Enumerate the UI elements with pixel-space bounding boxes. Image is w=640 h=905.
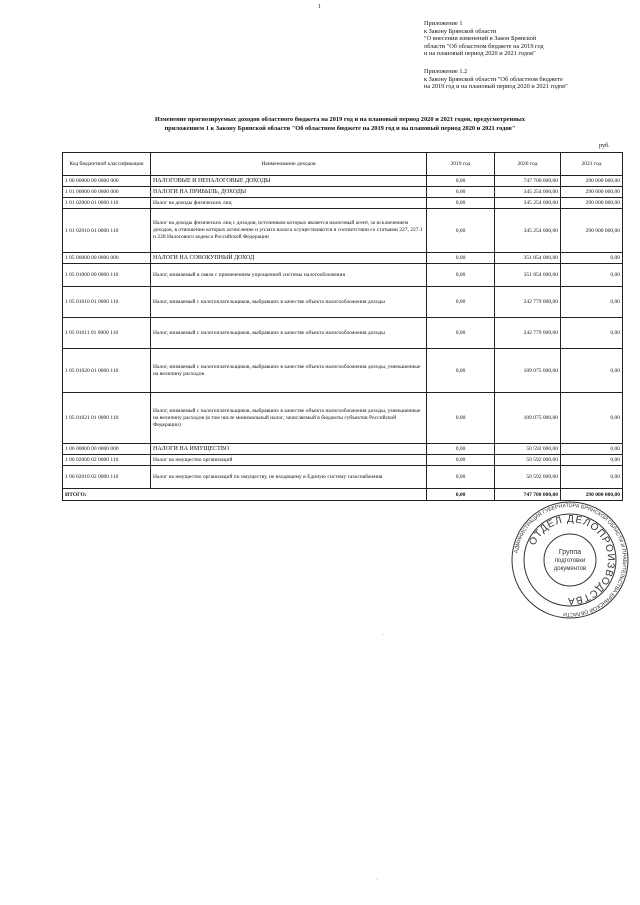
table-row: [63, 444, 623, 455]
table-row: [63, 455, 623, 466]
code-cell: 1 05 00000 00 0000 000: [63, 253, 151, 264]
title-line: приложением 1 к Закону Брянской области "Об областном бюджете на 2019 год и на плановый период 2020 и 2021 годов": [164, 124, 516, 132]
name-cell: НАЛОГИ НА ПРИБЫЛЬ, ДОХОДЫ: [151, 187, 427, 198]
table-row: [63, 349, 623, 393]
stray-mark: ·: [382, 632, 384, 638]
table-row: [63, 209, 623, 253]
value-2020: 345 254 000,00: [495, 209, 561, 253]
appendix-header: [424, 20, 634, 91]
value-2019: 0,00: [427, 198, 495, 209]
name-cell: Налог, взимаемый с налогоплательщиков, выбравших в качестве объекта налогообложения доходы: [151, 287, 427, 318]
value-2021: 0,00: [561, 393, 623, 444]
stray-mark: ·: [376, 877, 378, 883]
name-cell: Налог на доходы физических лиц: [151, 198, 427, 209]
name-cell: Налог, взимаемый с налогоплательщиков, выбравших в качестве объекта налогообложения доходы, уменьшенные на величину расходов: [151, 349, 427, 393]
name-cell: Налог, взимаемый с налогоплательщиков, выбравших в качестве объекта налогообложения доходы, уменьшенные на величину расходов (в том числе минимальный налог, зачисляемый в бюджеты субъектов Российской Федерации): [151, 393, 427, 444]
value-2020: 109 075 000,00: [495, 393, 561, 444]
appendix1-line: Приложение 1: [424, 20, 463, 27]
header-2019: 2019 год: [427, 153, 495, 176]
code-cell: 1 06 02010 02 0000 110: [63, 466, 151, 489]
total-label: ИТОГО:: [63, 489, 427, 501]
value-2021: 0,00: [561, 466, 623, 489]
value-2019: 0,00: [427, 264, 495, 287]
table-row: [63, 466, 623, 489]
table-row: [63, 198, 623, 209]
table-row: [63, 187, 623, 198]
name-cell: Налог, взимаемый в связи с применением упрощенной системы налогообложения: [151, 264, 427, 287]
table-row: [63, 393, 623, 444]
total-2019: 0,00: [427, 489, 495, 501]
name-cell: Налог на доходы физических лиц с доходов, источником которых является налоговый агент, за исключением доходов, в отношении которых исчисление и уплата налога осуществляются в соответствии со статьями 227, 227.1 и 228 Налогового кодекса Российской Федерации: [151, 209, 427, 253]
appendix1-line: области "Об областном бюджете на 2019 год: [424, 42, 544, 50]
code-cell: 1 06 02000 02 0000 110: [63, 455, 151, 466]
value-2019: 0,00: [427, 318, 495, 349]
document-title: [60, 116, 620, 133]
name-cell: НАЛОГИ НА ИМУЩЕСТВО: [151, 444, 427, 455]
table-row: [63, 176, 623, 187]
value-2019: 0,00: [427, 393, 495, 444]
value-2019: 0,00: [427, 176, 495, 187]
code-cell: 1 01 02010 01 0000 110: [63, 209, 151, 253]
table-header-row: [63, 153, 623, 176]
code-cell: 1 01 02000 01 0000 110: [63, 198, 151, 209]
value-2021: 0,00: [561, 455, 623, 466]
name-cell: НАЛОГИ НА СОВОКУПНЫЙ ДОХОД: [151, 253, 427, 264]
appendix2-line: на 2019 год и на плановый период 2020 и 2021 годов": [424, 83, 568, 91]
code-cell: 1 01 00000 00 0000 000: [63, 187, 151, 198]
value-2020: 351 854 000,00: [495, 264, 561, 287]
appendix1-line: и на плановый период 2020 и 2021 годов": [424, 50, 536, 58]
total-2020: 747 700 000,00: [495, 489, 561, 501]
header-2021: 2021 год: [561, 153, 623, 176]
code-cell: 1 05 01010 01 0000 110: [63, 287, 151, 318]
value-2020: 345 254 000,00: [495, 198, 561, 209]
value-2020: 50 592 000,00: [495, 444, 561, 455]
value-2020: 747 700 000,00: [495, 176, 561, 187]
value-2021: 290 000 000,00: [561, 187, 623, 198]
code-cell: 1 00 00000 00 0000 000: [63, 176, 151, 187]
value-2020: 345 254 000,00: [495, 187, 561, 198]
value-2021: 0,00: [561, 444, 623, 455]
total-2021: 290 000 000,00: [561, 489, 623, 501]
office-stamp: [510, 500, 630, 620]
stamp-ring-text: ОТДЕЛ ДЕЛОПРОИЗВОДСТВА: [527, 513, 617, 607]
appendix1-line: "О внесении изменений в Закон Брянской: [424, 35, 537, 43]
value-2021: 0,00: [561, 287, 623, 318]
value-2019: 0,00: [427, 455, 495, 466]
name-cell: Налог на имущество организаций по имуществу, не входящему в Единую систему газоснабжения: [151, 466, 427, 489]
total-row: [63, 489, 623, 501]
value-2019: 0,00: [427, 187, 495, 198]
code-cell: 1 05 01011 01 0000 110: [63, 318, 151, 349]
value-2019: 0,00: [427, 253, 495, 264]
value-2020: 242 779 000,00: [495, 318, 561, 349]
currency-unit: руб.: [599, 142, 610, 149]
appendix2-line: Приложение 1.2: [424, 67, 468, 75]
value-2021: 290 000 000,00: [561, 198, 623, 209]
header-name: Наименование доходов: [151, 153, 427, 176]
table-row: [63, 253, 623, 264]
table-row: [63, 264, 623, 287]
name-cell: Налог на имущество организаций: [151, 455, 427, 466]
code-cell: 1 06 00000 00 0000 000: [63, 444, 151, 455]
stamp-center-line: документов: [553, 566, 587, 572]
page-number: 1: [318, 4, 321, 10]
value-2019: 0,00: [427, 444, 495, 455]
stamp-center-line: подготовки: [554, 558, 586, 564]
value-2020: 50 592 000,00: [495, 466, 561, 489]
name-cell: Налог, взимаемый с налогоплательщиков, выбравших в качестве объекта налогообложения доходы: [151, 318, 427, 349]
name-cell: НАЛОГОВЫЕ И НЕНАЛОГОВЫЕ ДОХОДЫ: [151, 176, 427, 187]
value-2020: 109 075 000,00: [495, 349, 561, 393]
value-2021: 0,00: [561, 318, 623, 349]
value-2020: 50 592 000,00: [495, 455, 561, 466]
value-2021: 0,00: [561, 349, 623, 393]
value-2019: 0,00: [427, 209, 495, 253]
value-2019: 0,00: [427, 466, 495, 489]
value-2021: 0,00: [561, 264, 623, 287]
value-2019: 0,00: [427, 349, 495, 393]
revenue-table: [62, 152, 623, 501]
stamp-center-line: Группа: [558, 549, 582, 556]
table-row: [63, 287, 623, 318]
stamp-outer-text: АДМИНИСТРАЦИЯ ГУБЕРНАТОРА БРЯНСКОЙ ОБЛАСТИ И ПРАВИТЕЛЬСТВА БРЯНСКОЙ ОБЛАСТИ: [513, 502, 628, 618]
appendix2-line: к Закону Брянской области "Об областном бюджете: [424, 75, 563, 83]
code-cell: 1 05 01000 00 0000 110: [63, 264, 151, 287]
value-2019: 0,00: [427, 287, 495, 318]
code-cell: 1 05 01021 01 0000 110: [63, 393, 151, 444]
value-2021: 290 000 000,00: [561, 176, 623, 187]
value-2021: 0,00: [561, 253, 623, 264]
header-2020: 2020 год: [495, 153, 561, 176]
table-row: [63, 318, 623, 349]
header-code: Код бюджетной классификации: [63, 153, 151, 176]
code-cell: 1 05 01020 01 0000 110: [63, 349, 151, 393]
value-2021: 290 000 000,00: [561, 209, 623, 253]
title-line: Изменение прогнозируемых доходов областного бюджета на 2019 год и на плановый период 2020 и 2021 годов, предусмотренных: [154, 116, 526, 123]
appendix1-line: к Закону Брянской области: [424, 27, 497, 35]
value-2020: 351 854 000,00: [495, 253, 561, 264]
value-2020: 242 779 000,00: [495, 287, 561, 318]
